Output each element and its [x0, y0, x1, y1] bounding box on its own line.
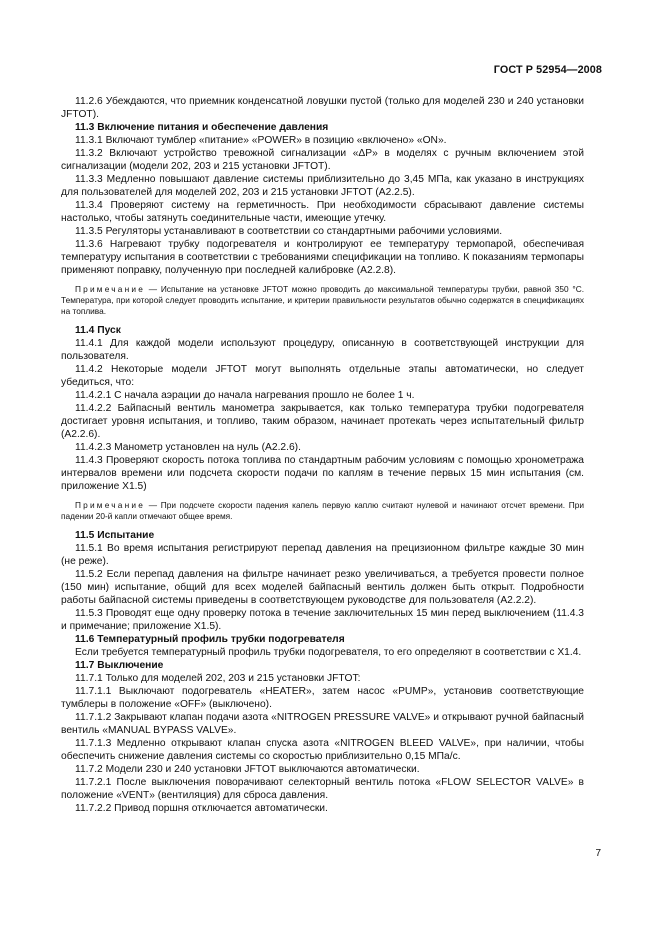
clause-11-4-1: 11.4.1 Для каждой модели используют процедуру, описанную в соответствующей инструкции для пользователя. [61, 338, 584, 362]
clause-11-6-text: Если требуется температурный профиль трубки подогревателя, то его определяют в соответствии с Х1.4. [75, 647, 582, 658]
clause-11-3-5: 11.3.5 Регуляторы устанавливают в соответствии со стандартными рабочими условиями. [75, 226, 503, 237]
clause-11-5-3: 11.5.3 Проводят еще одну проверку потока в течение заключительных 15 мин перед выключением (11.4.3 и примечание; приложение Х1.5). [61, 608, 584, 632]
section-heading-11-5: 11.5 Испытание [75, 530, 155, 541]
clause-11-3-1: 11.3.1 Включают тумблер «питание» «POWER» в позицию «включено» «ON». [75, 135, 447, 146]
clause-11-5-2: 11.5.2 Если перепад давления на фильтре начинает резко увеличиваться, а требуется провести полное (150 мин) испытание, общий для всех моделей байпасный вентиль должен быть открыт. Подробности работы байпасной системы приведены в соответствующем руководстве для пользователя (А2.2.2). [61, 569, 584, 606]
clause-11-4-3: 11.4.3 Проверяют скорость потока топлива по стандартным рабочим условиям с помощью хронометража интервалов времени или подсчета скорости подачи по каплям в течение первых 15 мин испытания (см. приложение Х1.5) [61, 455, 584, 492]
note-label: Примечание [75, 284, 146, 294]
note-11-3 [61, 284, 584, 317]
section-heading-11-4: 11.4 Пуск [75, 325, 121, 336]
note-text: — При подсчете скорости падения капель первую каплю считают нулевой и начинают отсчет времени. При падении 20-й капли отмечают общее время. [61, 500, 584, 521]
clause-11-7-2: 11.7.2 Модели 230 и 240 установки JFTOT выключаются автоматически. [75, 764, 420, 775]
clause-11-7-2-1: 11.7.2.1 После выключения поворачивают селекторный вентиль потока «FLOW SELECTOR VALVE» в положение «VENT» (вентиляция) для сброса давления. [61, 777, 584, 801]
standard-header: ГОСТ Р 52954—2008 [493, 64, 602, 76]
document-body [61, 95, 584, 815]
clause-11-3-3: 11.3.3 Медленно повышают давление системы приблизительно до 3,45 МПа, как указано в инструкциях для пользователей для моделей 202, 203 и 215 установки JFTOT (А2.2.5). [61, 174, 584, 198]
note-11-4 [61, 500, 584, 522]
clause-11-4-2-2: 11.4.2.2 Байпасный вентиль манометра закрывается, как только температура трубки подогревателя достигает уровня испытания, и топливо, таким образом, начинает протекать через испытательный фильтр (А2.2.6). [61, 403, 584, 440]
section-heading-11-3: 11.3 Включение питания и обеспечение давления [75, 122, 329, 133]
clause-11-7-2-2: 11.7.2.2 Привод поршня отключается автоматически. [75, 803, 328, 814]
section-heading-11-6: 11.6 Температурный профиль трубки подогревателя [75, 634, 345, 645]
note-text: — Испытание на установке JFTOT можно проводить до максимальной температуры трубки, равной 350 °С. Температура, при которой следует проводить испытание, и критерии правильности результатов обычно содержатся в спецификациях на топлива. [61, 284, 584, 316]
section-heading-11-7: 11.7 Выключение [75, 660, 164, 671]
clause-11-7-1-2: 11.7.1.2 Закрывают клапан подачи азота «NITROGEN PRESSURE VALVE» и открывают ручной байпасный вентиль «MANUAL BYPASS VALVE». [61, 712, 584, 736]
note-label: Примечание [75, 500, 146, 510]
clause-11-7-1: 11.7.1 Только для моделей 202, 203 и 215 установки JFTOT: [75, 673, 361, 684]
clause-11-7-1-3: 11.7.1.3 Медленно открывают клапан спуска азота «NITROGEN BLEED VALVE», при наличии, чтобы обеспечить снижение давления системы со скоростью приблизительно 0,15 МПа/с. [61, 738, 584, 762]
clause-11-5-1: 11.5.1 Во время испытания регистрируют перепад давления на прецизионном фильтре каждые 30 мин (не реже). [61, 543, 584, 567]
clause-11-3-2: 11.3.2 Включают устройство тревожной сигнализации «ΔP» в моделях с ручным включением этой сигнализации (модели 202, 203 и 215 установки JFTOT). [61, 148, 584, 172]
clause-11-4-2-1: 11.4.2.1 С начала аэрации до начала нагревания прошло не более 1 ч. [75, 390, 415, 401]
clause-11-7-1-1: 11.7.1.1 Выключают подогреватель «HEATER», затем насос «PUMP», установив соответствующие тумблеры в положение «OFF» (выключено). [61, 686, 584, 710]
clause-11-3-6: 11.3.6 Нагревают трубку подогревателя и контролируют ее температуру термопарой, обеспечивая температуру испытания в соответствии с требованиями спецификации на топливо. К показаниям термопары применяют поправку, полученную при последней калибровке (А2.2.8). [61, 239, 584, 276]
clause-11-3-4: 11.3.4 Проверяют систему на герметичность. При необходимости сбрасывают давление системы настолько, чтобы затянуть соединительные части, имеющие утечку. [61, 200, 584, 224]
clause-11-2-6: 11.2.6 Убеждаются, что приемник конденсатной ловушки пустой (только для моделей 230 и 240 установки JFTOT). [61, 96, 584, 120]
clause-11-4-2: 11.4.2 Некоторые модели JFTOT могут выполнять отдельные этапы автоматически, но следует убедиться, что: [61, 364, 584, 388]
clause-11-4-2-3: 11.4.2.3 Манометр установлен на нуль (А2.2.6). [75, 442, 301, 453]
page-number: 7 [595, 848, 601, 859]
